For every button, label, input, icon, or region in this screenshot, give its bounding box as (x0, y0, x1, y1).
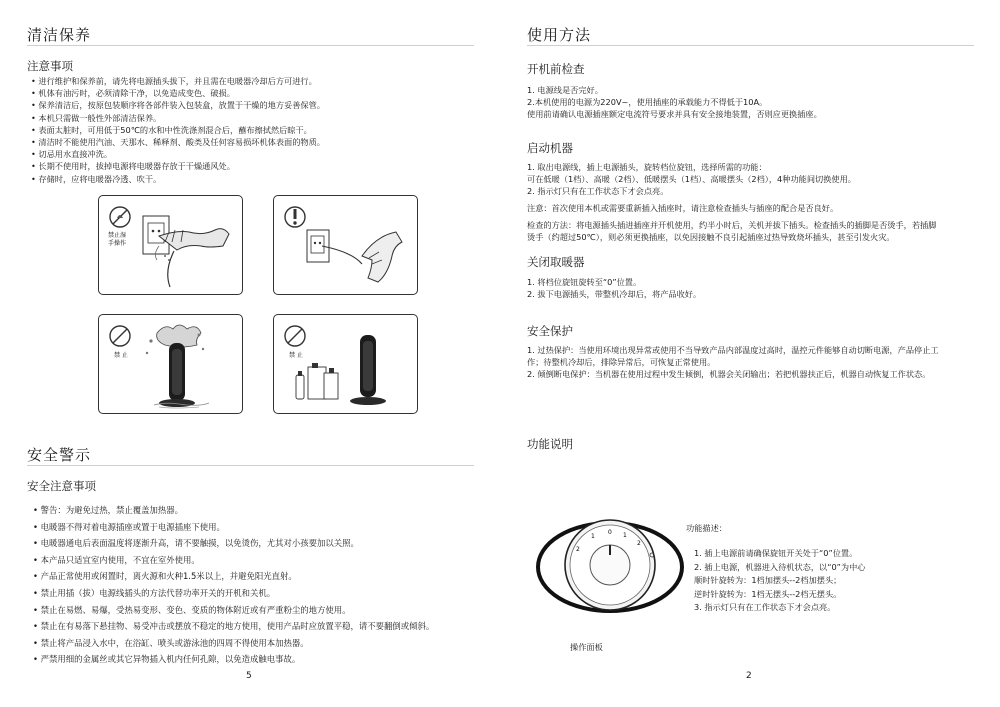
list-item: • 进行维护和保养前，请先将电源插头拔下，并且需在电暖器冷却后方可进行。 (31, 76, 317, 86)
list-item: • 电暖器不得对着电源插座或置于电源插座下使用。 (33, 521, 225, 532)
list-item: • 保养清洁后，按原包装顺序将各部件装入包装盒，放置于干燥的地方妥善保管。 (31, 100, 325, 111)
function-title: 功能说明 (527, 437, 573, 451)
text-line: 顺时针旋转为：1档加摆头--2档加摆头； (694, 575, 842, 585)
list-item: • 清洁时不能使用汽油、天那水、稀释剂、酸类及任何容易损坏机体表面的物质。 (31, 137, 325, 148)
list-item: • 机体有油污时，必须清除干净，以免造成变色、破损。 (31, 88, 235, 99)
list-item: • 表面太脏时，可用低于50℃的水和中性洗涤剂混合后，蘸布擦拭然后晾干。 (31, 124, 312, 135)
illustration-chemicals (273, 314, 418, 414)
text-line: 1. 电源线是否完好。 (527, 85, 603, 95)
text-line: 2. 拔下电源插头，带整机冷却后，将产品收好。 (527, 289, 702, 300)
safety-subtitle: 安全注意事项 (27, 479, 96, 493)
section-divider (27, 465, 474, 466)
list-item: • 禁止在易燃、易爆，受热易变形、变色、变质的物体附近或有严重粉尘的地方使用。 (33, 604, 351, 615)
text-line: 逆时针旋转为：1档无摆头--2档无摆头。 (694, 588, 842, 599)
list-item: • 禁止将产品浸入水中，在浴缸、喷头或游泳池的四周不得使用本加热器。 (33, 637, 309, 648)
text-line: 2. 指示灯只有在工作状态下才会点亮。 (527, 186, 669, 197)
shutdown-text (527, 276, 701, 300)
section-divider (27, 45, 474, 46)
function-desc-title: 功能描述： (686, 523, 727, 533)
page-number: 5 (246, 671, 252, 681)
illustration-water-splash (98, 314, 243, 414)
list-item: • 严禁用细的金属丝或其它异物插入机内任何孔隙，以免造成触电事故。 (33, 654, 301, 665)
section-divider (527, 45, 974, 46)
list-item: • 本机只需做一般性外部清洁保养。 (31, 112, 162, 123)
text-line: 作；待整机冷却后，排除异常后，可恢复正常使用。 (527, 357, 716, 368)
text-line: 2. 倾倒断电保护：当机器在使用过程中发生倾倒，机器会关闭输出；若把机器扶正后，机器自动恢复工作状态。 (527, 369, 931, 380)
cleaning-list (31, 75, 325, 185)
usage-title: 使用方法 (527, 26, 592, 44)
list-item: • 本产品只适宜室内使用，不宜在室外使用。 (33, 554, 200, 565)
list-item: • 禁止在有易落下悬挂物、易受冲击或摆放不稳定的地方使用，使用产品时应放置平稳，请不要翻倒或倾斜。 (33, 621, 435, 632)
text-line: 3. 指示灯只有在工作状态下才会点亮。 (694, 602, 836, 612)
dial-mark: 1 (591, 533, 595, 540)
safety-list (33, 502, 434, 668)
start-note: 注意：首次使用本机或需要重新插入插座时，请注意检查插头与插座的配合是否良好。 (527, 203, 839, 213)
dial-mark: 2 (576, 546, 580, 553)
safety-title: 安全警示 (27, 446, 92, 464)
fig-label: 禁 止 (289, 352, 303, 359)
operation-panel-illustration (530, 505, 690, 625)
shutdown-title: 关闭取暖器 (527, 255, 585, 269)
text-line: 1. 插上电源前请确保旋钮开关处于“0”位置。 (694, 548, 858, 558)
precheck-text (527, 84, 822, 121)
text-line: 使用前请确认电源插座额定电流符号要求并具有安全接地装置，否则应更换插座。 (527, 109, 822, 120)
list-item: • 长期不使用时，拔掉电源将电暖器存放于干燥通风处。 (31, 161, 235, 172)
text-line: 1. 将档位旋钮旋转至“0”位置。 (527, 277, 642, 287)
dial-mark: 1 (623, 532, 627, 539)
illustration-wet-hand-plug (98, 195, 243, 295)
precheck-title: 开机前检查 (527, 62, 585, 76)
start-check-method (527, 219, 936, 243)
dial-mark: 2 (637, 540, 641, 547)
text-line: 可在低暖（1档）、高暖（2档）、低暖摆头（1档）、高暖摆头（2档），4种功能间切换使用。 (527, 174, 856, 185)
cleaning-subtitle: 注意事项 (27, 59, 73, 73)
panel-caption: 操作面板 (570, 642, 603, 652)
fig-label: 禁 止 (114, 352, 128, 359)
text-line: 检查的方法：将电源插头插进插座并开机使用，约半小时后，关机并拔下插头。检查插头的插脚是否烫手，若插脚 (527, 220, 937, 230)
protection-title: 安全保护 (527, 324, 573, 338)
start-title: 启动机器 (527, 141, 573, 155)
list-item: • 禁止用插（拔）电源线插头的方法代替功率开关的开机和关机。 (33, 587, 276, 598)
protection-text (527, 344, 939, 381)
text-line: 2.本机使用的电源为220V~，使用插座的承载能力不得低于10A。 (527, 97, 768, 108)
text-line: 烫手（约超过50℃），则必须更换插座，以免因接触不良引起插座过热导致烧坏插头，甚至引发火灾。 (527, 232, 895, 243)
list-item: • 产品正常使用或闲置时，离火源和火种1.5米以上，并避免阳光直射。 (33, 571, 297, 582)
function-desc-text (694, 547, 865, 615)
list-item: • 切忌用水直接冲洗。 (31, 149, 113, 160)
illustration-pull-cord (273, 195, 418, 295)
list-item: • 存储时，应将电暖器冷透、吹干。 (31, 173, 162, 184)
list-item: • 警告：为避免过热，禁止覆盖加热器。 (33, 505, 183, 515)
page-number: 2 (746, 671, 752, 681)
list-item: • 电暖器通电后表面温度将逐渐升高，请不要触摸，以免烫伤，尤其对小孩要加以关照。 (33, 538, 359, 549)
text-line: 1. 取出电源线，插上电源插头，旋转档位旋钮，选择所需的功能： (527, 162, 767, 172)
cleaning-title: 清洁保养 (27, 26, 92, 44)
text-line: 2. 插上电源，机器进入待机状态，以“0”为中心 (694, 561, 866, 572)
text-line: 1. 过热保护：当使用环境出现异常或使用不当导致产品内部温度过高时，温控元件能够自动切断电源，产品停止工 (527, 345, 939, 355)
fig-label: 手操作 (108, 240, 127, 247)
dial-mark: 0 (608, 529, 612, 536)
fig-label: 禁止湿 (108, 232, 127, 239)
start-text (527, 161, 856, 198)
